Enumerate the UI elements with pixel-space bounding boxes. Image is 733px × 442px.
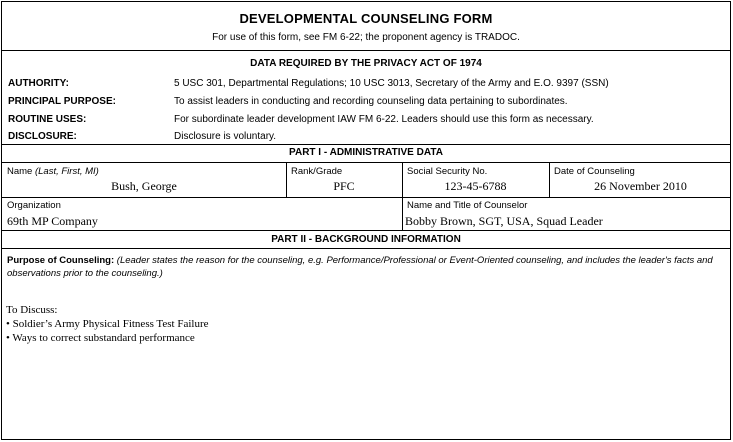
discuss-heading: To Discuss:	[6, 304, 58, 316]
purpose-of-counseling	[7, 254, 723, 280]
rank-label: Rank/Grade	[291, 166, 343, 177]
name-hint: (Last, First, MI)	[34, 166, 99, 177]
form-header	[2, 2, 730, 51]
name-label-cell	[7, 166, 99, 177]
organization-label: Organization	[7, 200, 61, 211]
principal-purpose-value: To assist leaders in conducting and recording counseling data pertaining to subordinates.	[174, 96, 568, 107]
rank-value: PFC	[333, 179, 355, 193]
list-item: • Soldier’s Army Physical Fitness Test Failure	[6, 318, 209, 330]
divider	[2, 230, 730, 231]
name-value: Bush, George	[111, 179, 177, 193]
routine-uses-label: ROUTINE USES:	[8, 114, 87, 125]
date-value: 26 November 2010	[594, 179, 687, 193]
part2-title: PART II - BACKGROUND INFORMATION	[271, 234, 461, 245]
organization-value: 69th MP Company	[7, 214, 98, 228]
ssn-value: 123-45-6788	[444, 179, 507, 193]
counseling-notes[interactable]	[6, 303, 209, 345]
name-label: Name	[7, 166, 33, 177]
principal-purpose-label: PRINCIPAL PURPOSE:	[8, 96, 116, 107]
routine-uses-value: For subordinate leader development IAW FM 6-22. Leaders should use this form as necessary.	[174, 114, 594, 125]
date-label: Date of Counseling	[554, 166, 635, 177]
divider	[2, 144, 730, 145]
divider	[2, 248, 730, 249]
purpose-instructions: (Leader states the reason for the counseling, e.g. Performance/Professional or Event-Oriented counseling, and includes the leader's facts and observations prior to the counseling.)	[7, 255, 713, 279]
disclosure-label: DISCLOSURE:	[8, 131, 77, 142]
disclosure-value: Disclosure is voluntary.	[174, 131, 277, 142]
privacy-act-title: DATA REQUIRED BY THE PRIVACY ACT OF 1974	[250, 58, 482, 69]
list-item: • Ways to correct substandard performance	[6, 332, 195, 344]
form-title: DEVELOPMENTAL COUNSELING FORM	[239, 11, 493, 26]
part1-title: PART I - ADMINISTRATIVE DATA	[289, 147, 443, 158]
form-subtitle: For use of this form, see FM 6-22; the proponent agency is TRADOC.	[212, 32, 520, 43]
counselor-label: Name and Title of Counselor	[407, 200, 528, 211]
purpose-label: Purpose of Counseling:	[7, 255, 115, 266]
authority-label: AUTHORITY:	[8, 78, 69, 89]
divider	[2, 162, 730, 163]
counselor-value: Bobby Brown, SGT, USA, Squad Leader	[405, 214, 603, 228]
ssn-label: Social Security No.	[407, 166, 488, 177]
authority-value: 5 USC 301, Departmental Regulations; 10 USC 3013, Secretary of the Army and E.O. 9397 (SSN)	[174, 78, 609, 89]
column-divider	[402, 162, 403, 230]
divider	[2, 197, 730, 198]
counseling-form	[1, 1, 731, 440]
